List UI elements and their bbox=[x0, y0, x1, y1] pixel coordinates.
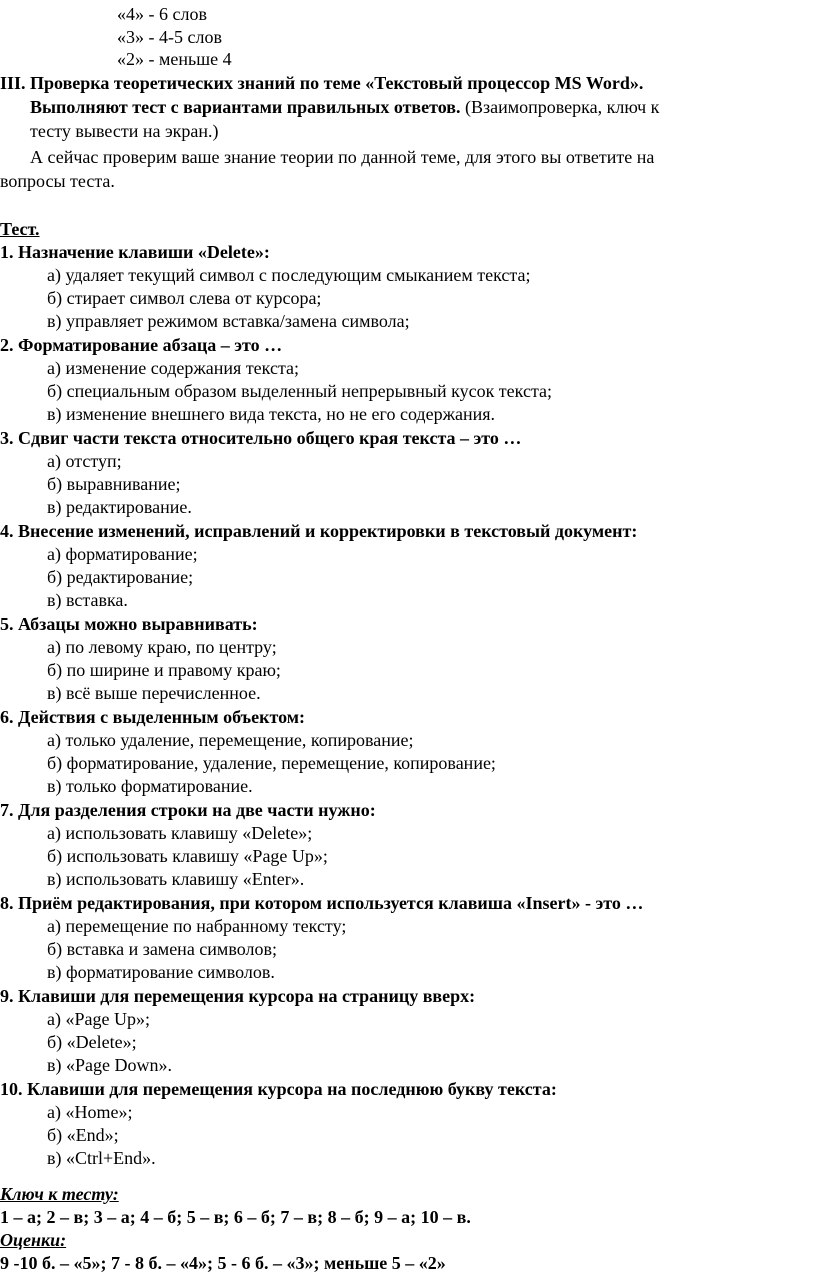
answer-option: б) «Delete»; bbox=[47, 1032, 137, 1053]
answer-option: а) только удаление, перемещение, копирование; bbox=[47, 730, 414, 750]
section-heading-line3: тесту вывести на экран.) bbox=[30, 121, 219, 141]
question-4: 4. Внесение изменений, исправлений и корректировки в текстовый документ: bbox=[0, 521, 638, 541]
answer-option: б) вставка и замена символов; bbox=[47, 939, 277, 960]
question-1: 1. Назначение клавиши «Delete»: bbox=[0, 242, 270, 262]
grades: 9 -10 б. – «5»; 7 - 8 б. – «4»; 5 - 6 б. – «3»; меньше 5 – «2» bbox=[0, 1253, 446, 1273]
answer-option: в) управляет режимом вставка/замена символа; bbox=[47, 311, 410, 332]
answer-option: а) перемещение по набранному тексту; bbox=[47, 916, 347, 936]
answer-option: б) выравнивание; bbox=[47, 474, 181, 495]
answer-option: а) «Home»; bbox=[47, 1102, 133, 1122]
answer-option: б) форматирование, удаление, перемещение, копирование; bbox=[47, 753, 496, 774]
answer-option: в) форматирование символов. bbox=[47, 962, 275, 983]
question-3: 3. Сдвиг части текста относительно общего края текста – это … bbox=[0, 428, 522, 448]
question-10: 10. Клавиши для перемещения курсора на последнюю букву текста: bbox=[0, 1079, 557, 1099]
answer-key-title: Ключ к тесту: bbox=[0, 1184, 119, 1204]
answer-option: а) по левому краю, по центру; bbox=[47, 637, 277, 657]
answer-option: а) изменение содержания текста; bbox=[47, 358, 300, 378]
answer-option: б) специальным образом выделенный непрерывный кусок текста; bbox=[47, 381, 553, 402]
grade-line-3: «3» - 4-5 слов bbox=[117, 27, 222, 47]
answer-option: в) изменение внешнего вида текста, но не его содержания. bbox=[47, 404, 496, 425]
question-7: 7. Для разделения строки на две части нужно: bbox=[0, 800, 376, 820]
answer-option: в) «Page Down». bbox=[47, 1055, 172, 1076]
question-9: 9. Клавиши для перемещения курсора на страницу вверх: bbox=[0, 986, 476, 1006]
intro-line2: вопросы теста. bbox=[0, 171, 115, 191]
answer-option: а) использовать клавишу «Delete»; bbox=[47, 823, 313, 843]
question-8: 8. Приём редактирования, при котором используется клавиша «Insert» - это … bbox=[0, 893, 644, 913]
test-title: Тест. bbox=[0, 219, 40, 239]
section-heading-line2 bbox=[30, 96, 659, 119]
answer-option: б) редактирование; bbox=[47, 567, 194, 588]
intro-line1: А сейчас проверим ваше знание теории по данной теме, для этого вы ответите на bbox=[30, 147, 655, 167]
question-6: 6. Действия с выделенным объектом: bbox=[0, 707, 306, 727]
grades-title: Оценки: bbox=[0, 1230, 67, 1250]
answer-option: б) по ширине и правому краю; bbox=[47, 660, 281, 681]
answer-option: в) только форматирование. bbox=[47, 776, 253, 797]
answer-option: в) редактирование. bbox=[47, 497, 192, 518]
answer-option: а) форматирование; bbox=[47, 544, 198, 564]
answer-option: а) «Page Up»; bbox=[47, 1009, 150, 1029]
section-heading-bold: Выполняют тест с вариантами правильных ответов. bbox=[30, 97, 461, 117]
answer-option: а) отступ; bbox=[47, 451, 122, 471]
section-heading-note: (Взаимопроверка, ключ к bbox=[460, 97, 660, 117]
answer-option: в) вставка. bbox=[47, 590, 128, 611]
answer-option: б) использовать клавишу «Page Up»; bbox=[47, 846, 328, 867]
answer-option: а) удаляет текущий символ с последующим смыканием текста; bbox=[47, 265, 531, 285]
grade-line-4: «4» - 6 слов bbox=[117, 4, 207, 24]
answer-option: в) всё выше перечисленное. bbox=[47, 683, 261, 704]
answer-option: в) «Ctrl+End». bbox=[47, 1148, 156, 1169]
section-heading: III. Проверка теоретических знаний по теме «Текстовый процессор MS Word». bbox=[0, 73, 644, 93]
answer-option: б) стирает символ слева от курсора; bbox=[47, 288, 322, 309]
answer-key: 1 – а; 2 – в; 3 – а; 4 – б; 5 – в; 6 – б; 7 – в; 8 – б; 9 – а; 10 – в. bbox=[0, 1207, 471, 1227]
question-2: 2. Форматирование абзаца – это … bbox=[0, 335, 283, 355]
answer-option: в) использовать клавишу «Enter». bbox=[47, 869, 305, 890]
question-5: 5. Абзацы можно выравнивать: bbox=[0, 614, 258, 634]
answer-option: б) «End»; bbox=[47, 1125, 119, 1146]
grade-line-2: «2» - меньше 4 bbox=[117, 49, 232, 69]
